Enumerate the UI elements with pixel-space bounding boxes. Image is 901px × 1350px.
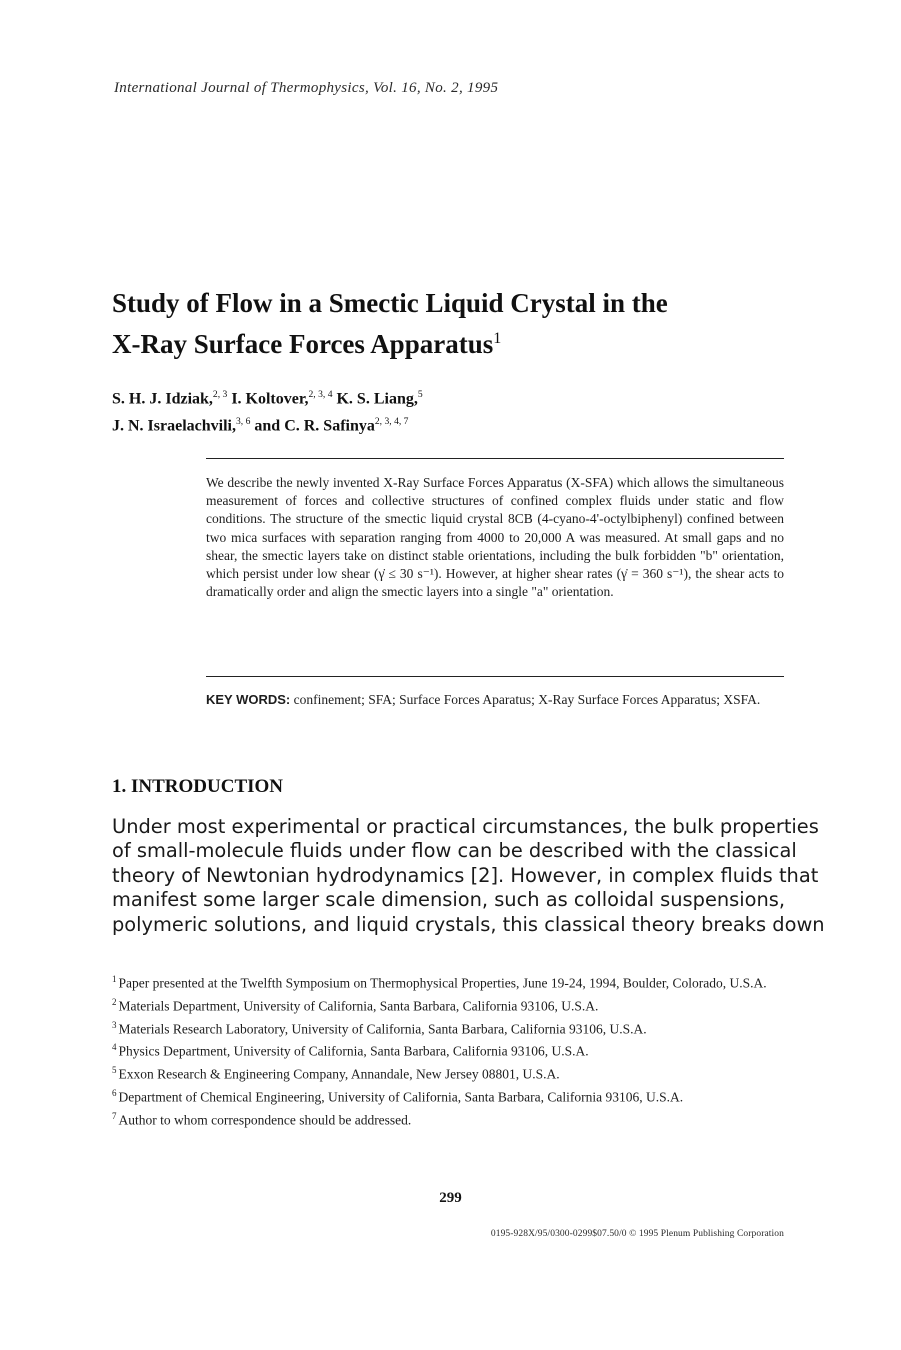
paragraph-line: manifest some larger scale dimension, such as colloidal suspensions, — [112, 888, 786, 912]
title-footnote-mark: 1 — [493, 329, 502, 347]
author-affiliation-mark: 3, 6 — [236, 416, 251, 428]
footnote — [112, 1016, 784, 1039]
footnote — [112, 1084, 784, 1107]
author-name: J. N. Israelachvili, — [112, 417, 236, 435]
footnote — [112, 993, 784, 1016]
keywords-text: confinement; SFA; Surface Forces Aparatus; X-Ray Surface Forces Apparatus; XSFA. — [293, 692, 761, 707]
title-line-2 — [112, 321, 812, 362]
author-affiliation-mark: 2, 3, 4 — [308, 389, 333, 400]
footnote-text: Department of Chemical Engineering, University of California, Santa Barbara, California 93106, U.S.A. — [118, 1089, 684, 1105]
footnote — [112, 970, 784, 993]
footnote-text: Paper presented at the Twelfth Symposium on Thermophysical Properties, June 19-24, 1994, Boulder, Colorado, U.S.A. — [118, 975, 767, 991]
author-name: S. H. J. Idziak, — [112, 390, 213, 408]
page-number: 299 — [439, 1190, 462, 1206]
author-name: K. S. Liang, — [336, 390, 418, 408]
footnote-mark: 2 — [112, 996, 117, 1007]
paragraph-line: polymeric solutions, and liquid crystals, this classical theory breaks down — [112, 912, 825, 936]
footnote-text: Materials Research Laboratory, University of California, Santa Barbara, California 93106, U.S.A. — [118, 1021, 647, 1037]
author-list — [112, 383, 812, 438]
footnote-text: Exxon Research & Engineering Company, Annandale, New Jersey 08801, U.S.A. — [118, 1066, 560, 1082]
author-name: I. Koltover, — [231, 390, 309, 408]
footnotes — [112, 970, 784, 1130]
paragraph-line: of small-molecule fluids under flow can be described with the classical — [112, 839, 797, 863]
footnote-mark: 7 — [112, 1110, 117, 1121]
author-affiliation-mark: 2, 3, 4, 7 — [374, 416, 409, 428]
author-affiliation-mark: 2, 3 — [212, 389, 228, 400]
paragraph-line: Under most experimental or practical circumstances, the bulk properties — [112, 815, 819, 838]
footnote-text: Materials Department, University of California, Santa Barbara, California 93106, U.S.A. — [118, 998, 599, 1014]
author-line-2 — [112, 410, 812, 437]
footnote-mark: 5 — [112, 1065, 117, 1076]
journal-header: International Journal of Thermophysics, Vol. 16, No. 2, 1995 — [114, 80, 499, 96]
footnote — [112, 1107, 784, 1130]
paragraph-line: theory of Newtonian hydrodynamics [2]. However, in complex fluids that — [112, 863, 819, 887]
section-heading: 1. INTRODUCTION — [112, 776, 284, 797]
footnote-mark: 6 — [112, 1087, 117, 1098]
footnote-text: Physics Department, University of California, Santa Barbara, California 93106, U.S.A. — [118, 1043, 589, 1059]
author-name: and C. R. Safinya — [254, 417, 375, 435]
abstract-bottom-rule — [206, 676, 784, 677]
footnote — [112, 1061, 784, 1084]
keywords-label: KEY WORDS: — [206, 692, 291, 707]
footnote-text: Author to whom correspondence should be addressed. — [118, 1112, 412, 1128]
footnote-mark: 1 — [112, 974, 117, 984]
author-line-1 — [112, 383, 812, 410]
footnote-mark: 3 — [112, 1019, 117, 1030]
footnote-mark: 4 — [112, 1042, 117, 1053]
footnote — [112, 1038, 784, 1061]
paper-title — [112, 286, 812, 362]
title-line-2-text: X-Ray Surface Forces Apparatus — [112, 329, 494, 359]
abstract-top-rule — [206, 458, 784, 459]
keywords — [206, 690, 784, 709]
abstract: We describe the newly invented X-Ray Surface Forces Apparatus (X-SFA) which allows the simultaneous measurement of forces and collective structures of confined complex fluids under static and flow conditions. The structure of the smectic liquid crystal 8CB (4-cyano-4'-octylbiphenyl) confined between two mica surfaces with separation ranging from 4000 to 20,000 A was measured. At small gaps and no shear, the smectic layers take on distinct stable orientations, including the bulk forbidden "b" orientation, which persist under low shear (γ̇ ≤ 30 s⁻¹). However, at higher shear rates (γ̇ = 360 s⁻¹), the shear acts to dramatically order and align the smectic layers into a single "a" orientation. — [206, 475, 784, 600]
author-affiliation-mark: 5 — [417, 389, 423, 400]
introduction-paragraph — [112, 815, 825, 937]
copyright-line: 0195-928X/95/0300-0299$07.50/0 © 1995 Plenum Publishing Corporation — [490, 1229, 784, 1239]
title-line-1: Study of Flow in a Smectic Liquid Crystal in the — [112, 288, 668, 318]
